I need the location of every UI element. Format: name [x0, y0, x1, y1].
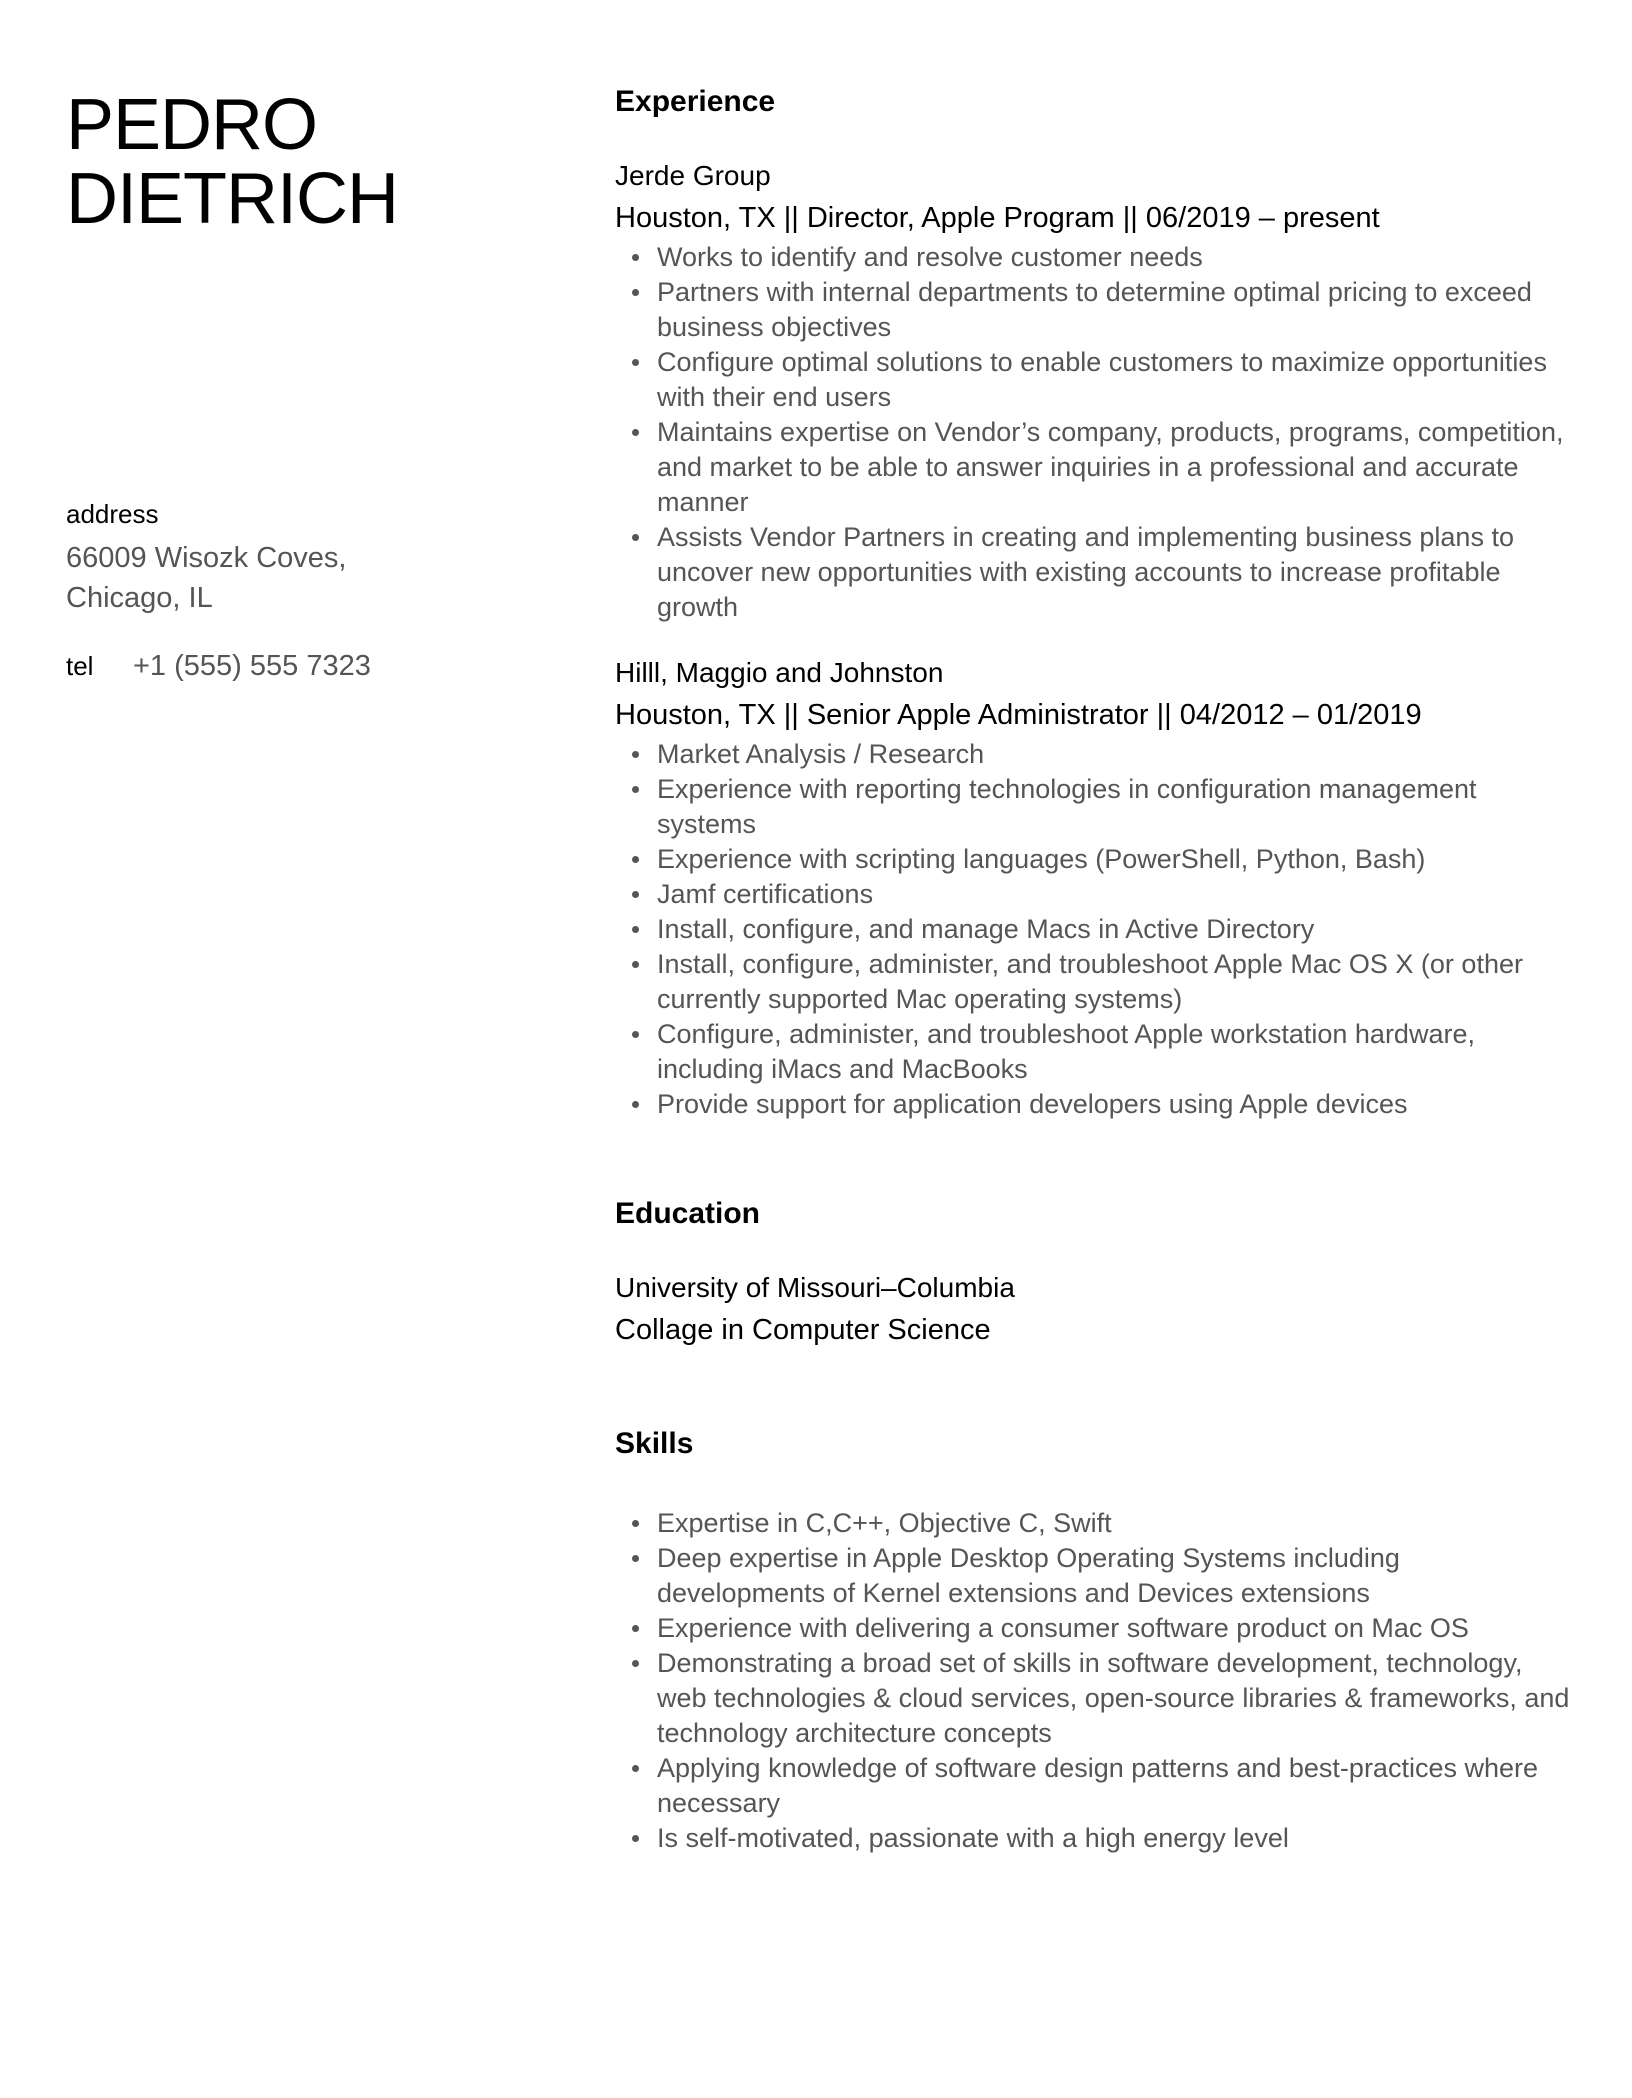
tel-value: +1 (555) 555 7323 [133, 650, 371, 682]
job-bullets [615, 737, 1575, 1122]
list-item: Maintains expertise on Vendor’s company, products, programs, competition, and market to be able to answer inquiries in a professional and accurate manner [657, 415, 1575, 520]
list-item: Configure optimal solutions to enable customers to maximize opportunities with their end users [657, 345, 1575, 415]
list-item: Jamf certifications [657, 877, 1575, 912]
skills-heading: Skills [615, 1427, 694, 1460]
list-item: Experience with scripting languages (PowerShell, Python, Bash) [657, 842, 1575, 877]
address-label: address [66, 499, 159, 529]
tel-row [66, 648, 586, 684]
list-item: Experience with delivering a consumer software product on Mac OS [657, 1611, 1575, 1646]
list-item: Market Analysis / Research [657, 737, 1575, 772]
last-name: DIETRICH [66, 159, 398, 239]
address-line-2: Chicago, IL [66, 582, 213, 614]
list-item: Is self-motivated, passionate with a high energy level [657, 1821, 1575, 1856]
list-item: Works to identify and resolve customer needs [657, 240, 1575, 275]
candidate-name [66, 85, 586, 239]
experience-heading: Experience [615, 85, 776, 118]
list-item: Configure, administer, and troubleshoot Apple workstation hardware, including iMacs and MacBooks [657, 1017, 1575, 1087]
address-line-1: 66009 Wisozk Coves, [66, 542, 347, 574]
education-heading: Education [615, 1197, 761, 1230]
skills-list [615, 1506, 1575, 1856]
job-company: Jerde Group [615, 160, 771, 191]
degree: Collage in Computer Science [615, 1314, 991, 1346]
list-item: Assists Vendor Partners in creating and implementing business plans to uncover new opportunities with existing accounts to increase profitable growth [657, 520, 1575, 625]
first-name: PEDRO [66, 85, 318, 165]
list-item: Partners with internal departments to determine optimal pricing to exceed business objectives [657, 275, 1575, 345]
education-entry [615, 1268, 1575, 1352]
main-content [615, 80, 1575, 1856]
list-item: Install, configure, and manage Macs in Active Directory [657, 912, 1575, 947]
school-name: University of Missouri–Columbia [615, 1272, 1015, 1303]
job-company: Hilll, Maggio and Johnston [615, 657, 944, 688]
tel-label: tel [66, 651, 94, 681]
list-item: Expertise in C,C++, Objective C, Swift [657, 1506, 1575, 1541]
list-item: Provide support for application developers using Apple devices [657, 1087, 1575, 1122]
list-item: Applying knowledge of software design patterns and best-practices where necessary [657, 1751, 1575, 1821]
job-details: Houston, TX || Senior Apple Administrator || 04/2012 – 01/2019 [615, 699, 1422, 731]
job-entry [615, 156, 1575, 625]
job-bullets [615, 240, 1575, 625]
job-entry [615, 653, 1575, 1122]
list-item: Deep expertise in Apple Desktop Operating Systems including developments of Kernel extensions and Devices extensions [657, 1541, 1575, 1611]
list-item: Install, configure, administer, and troubleshoot Apple Mac OS X (or other currently supported Mac operating systems) [657, 947, 1575, 1017]
list-item: Demonstrating a broad set of skills in software development, technology, web technologies & cloud services, open-source libraries & frameworks, and technology architecture concepts [657, 1646, 1575, 1751]
list-item: Experience with reporting technologies in configuration management systems [657, 772, 1575, 842]
contact-block [66, 496, 586, 684]
job-details: Houston, TX || Director, Apple Program || 06/2019 – present [615, 202, 1380, 234]
